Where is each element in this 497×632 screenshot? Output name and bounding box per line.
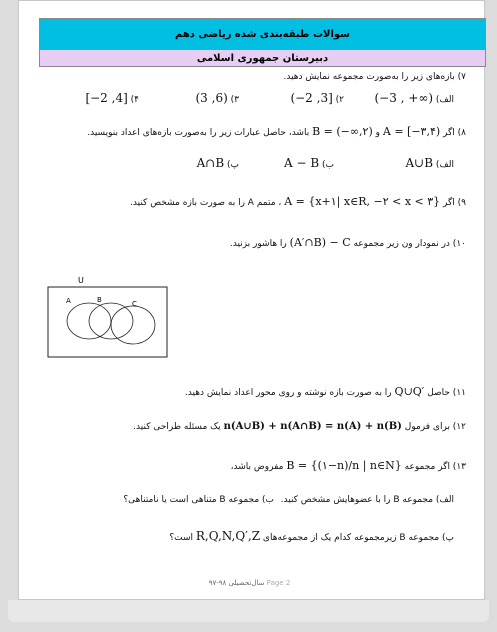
q13-text-b: مفروض باشد،: [230, 462, 284, 472]
q8-opt1-label: الف): [435, 160, 454, 170]
set-b-label: B: [97, 296, 102, 304]
q13-part-c-text-b: است؟: [169, 533, 193, 543]
q11-text-b: را به صورت بازه نوشته و روی محور اعداد نمایش دهید.: [184, 388, 392, 398]
q13-part-b-text: ب) مجموعه B متناهی است یا نامتناهی؟: [123, 495, 274, 505]
page-shadow: [8, 600, 489, 622]
question-7: [284, 72, 467, 82]
question-13: [231, 459, 466, 472]
q13-part-c-sets: R,Q,N,Q′,Z: [195, 529, 261, 543]
question-8: [87, 125, 466, 138]
q8-set-b: B = (−∞,۲): [312, 125, 373, 138]
q11-expr: Q∪Q′: [394, 385, 425, 398]
q8-text-b: باشد، حاصل عبارات زیر را به‌صورت بازه‌های اعداد بنویسید.: [87, 128, 310, 138]
q7-text: ۷) بازه‌های زیر را به‌صورت مجموعه نمایش دهید.: [283, 72, 466, 82]
question-11: [185, 385, 466, 398]
q7-opt1-label: الف): [435, 95, 454, 105]
q12-text-a: ۱۲) برای فرمول: [404, 422, 466, 432]
q8-opt2-label: ب): [322, 160, 334, 170]
q7-option-2: [290, 91, 344, 105]
q8-option-1: [406, 156, 455, 170]
q13-part-b: [123, 495, 274, 505]
q9-set: A = {x+۱| x∈R, −۲ < x < ۳}: [284, 195, 441, 208]
set-c-label: C: [132, 300, 137, 308]
q7-opt2-label: ۲): [335, 95, 344, 105]
q12-text-b: یک مسئله طراحی کنید.: [133, 422, 221, 432]
q8-opt3-value: A∩B: [196, 156, 225, 170]
question-12: [133, 421, 466, 432]
footer-page-number: Page 2: [266, 579, 291, 587]
q7-opt3-value: (3 ,6): [195, 91, 228, 105]
q13-text-a: ۱۳) اگر مجموعه: [404, 462, 466, 472]
q7-option-4: [85, 91, 139, 105]
q8-option-3: [197, 156, 239, 170]
q7-opt2-value: (−2 ,3]: [290, 91, 333, 105]
title-text: سوالات طبقه‌بندی شده ریاضی دهم: [175, 28, 350, 40]
q7-opt3-label: ۳): [230, 95, 239, 105]
q8-opt2-value: A − B: [283, 156, 320, 170]
q8-opt3-label: پ): [227, 160, 239, 170]
q9-text-a: ۹) اگر: [443, 198, 466, 208]
q13-part-a: [281, 495, 454, 505]
q9-text-b: ، متمم A را به صورت بازه مشخص کنید.: [130, 198, 282, 208]
q13-part-a-text: الف) مجموعه B را با عضوهایش مشخص کنید.: [280, 495, 454, 505]
page-title: [39, 18, 486, 50]
q10-text-a: ۱۰) در نمودار ون زیر مجموعه: [353, 239, 466, 249]
q7-opt1-value: (−3 , +∞): [374, 91, 434, 105]
q12-formula: n(A∪B) + n(A∩B) = n(A) + n(B): [223, 421, 402, 432]
q13-part-c: [169, 529, 454, 543]
document-page: [18, 0, 485, 600]
page-footer: [19, 579, 484, 587]
q7-option-1: [375, 91, 455, 105]
q13-set: B = {(۱−n)/n | n∈N}: [286, 459, 402, 472]
school-text: دبیرستان جمهوری اسلامی: [196, 52, 329, 64]
set-c-circle: [111, 306, 155, 344]
set-a-label: A: [66, 297, 71, 305]
q8-opt1-value: A∪B: [405, 156, 434, 170]
venn-diagram: [47, 273, 207, 369]
q7-option-3: [196, 91, 240, 105]
question-10: [230, 236, 466, 249]
q10-text-b: را هاشور بزنید.: [229, 239, 287, 249]
universe-label: U: [78, 276, 84, 285]
q8-text-a: ۸) اگر: [443, 128, 466, 138]
q7-opt4-label: ۴): [130, 95, 139, 105]
school-name: [39, 50, 486, 67]
q8-set-a: A = [−۳,۴): [382, 125, 441, 138]
q11-text-a: ۱۱) حاصل: [427, 388, 466, 398]
q8-option-2: [284, 156, 334, 170]
q7-opt4-value: [−2 ,4]: [85, 91, 128, 105]
q13-part-c-text-a: پ) مجموعه B زیرمجموعه کدام یک از مجموعه‌های: [262, 533, 454, 543]
question-9: [130, 195, 466, 208]
q8-and: و: [375, 128, 380, 138]
q10-expr: (A′∩B) − C: [289, 236, 351, 249]
footer-year: سال‌تحصیلی ۹۸-۹۷: [208, 579, 265, 587]
